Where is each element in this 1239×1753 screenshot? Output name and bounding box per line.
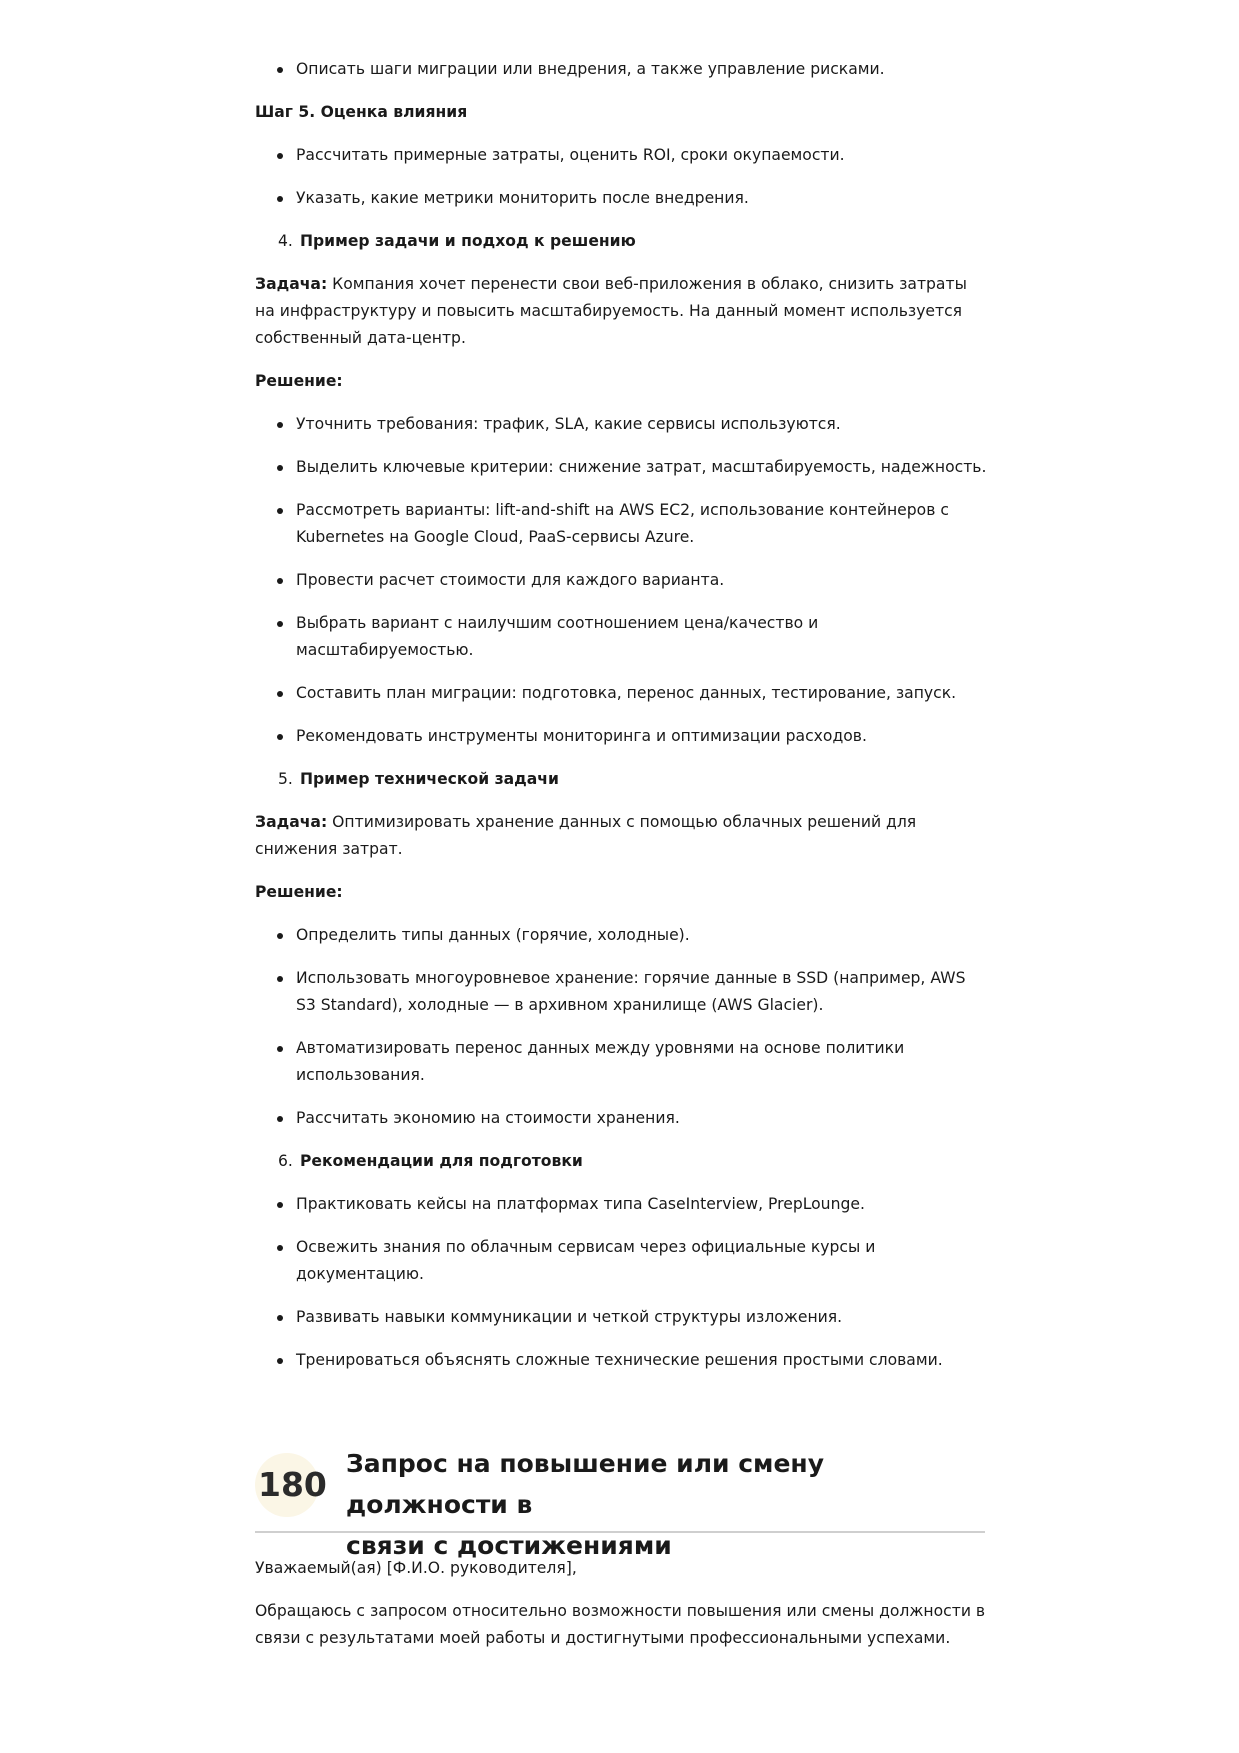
list-item: Рассчитать примерные затраты, оценить ROI, сроки окупаемости.: [255, 142, 990, 169]
chapter-number-badge: 180: [255, 1453, 319, 1517]
section5-solution-label: Решение:: [255, 883, 343, 901]
list-item: Тренироваться объяснять сложные технические решения простыми словами.: [255, 1347, 990, 1374]
task-text: Оптимизировать хранение данных с помощью облачных решений для снижения затрат.: [255, 813, 917, 858]
section4-task: [255, 271, 990, 352]
section6-list: [255, 1191, 990, 1374]
list-item: Развивать навыки коммуникации и четкой структуры изложения.: [255, 1304, 990, 1331]
section4-title: Пример задачи и подход к решению: [299, 232, 636, 250]
task-label: Задача:: [255, 813, 328, 831]
letter-intro: Обращаюсь с запросом относительно возможности повышения или смены должности в связи с результатами моей работы и достигнутыми профессиональными успехами.: [255, 1602, 986, 1647]
section4-solution-label: Решение:: [255, 372, 343, 390]
section4-number: 4.: [278, 232, 293, 250]
list-item: Использовать многоуровневое хранение: горячие данные в SSD (например, AWS S3 Standard), холодные — в архивном хранилище (AWS Glacier).: [255, 965, 990, 1019]
list-item: Рассчитать экономию на стоимости хранения.: [255, 1105, 990, 1132]
chapter-title: [346, 1443, 966, 1566]
list-item: Выбрать вариант с наилучшим соотношением цена/качество и масштабируемостью.: [255, 610, 990, 664]
section5-task: [255, 809, 990, 863]
section4-heading: [255, 228, 990, 255]
chapter-heading: [255, 1443, 985, 1560]
task-label: Задача:: [255, 275, 328, 293]
list-item: Автоматизировать перенос данных между уровнями на основе политики использования.: [255, 1035, 990, 1089]
chapter-title-line2: связи с достижениями: [346, 1531, 672, 1560]
list-item: Указать, какие метрики мониторить после внедрения.: [255, 185, 990, 212]
task-text: Компания хочет перенести свои веб-приложения в облако, снизить затраты на инфраструктуру и повысить масштабируемость. На данный момент используется собственный дата-центр.: [255, 275, 967, 347]
section5-heading: [255, 766, 990, 793]
list-item: Практиковать кейсы на платформах типа CaseInterview, PrepLounge.: [255, 1191, 990, 1218]
section6-number: 6.: [278, 1152, 293, 1170]
list-item: Рекомендовать инструменты мониторинга и оптимизации расходов.: [255, 723, 990, 750]
letter-body: [255, 1555, 990, 1668]
section5-title: Пример технической задачи: [299, 770, 559, 788]
content-column: [255, 56, 990, 1390]
step5-list: [255, 142, 990, 212]
list-item: Составить план миграции: подготовка, перенос данных, тестирование, запуск.: [255, 680, 990, 707]
list-item: Выделить ключевые критерии: снижение затрат, масштабируемость, надежность.: [255, 454, 990, 481]
list-item: Уточнить требования: трафик, SLA, какие сервисы используются.: [255, 411, 990, 438]
list-item: Освежить знания по облачным сервисам через официальные курсы и документацию.: [255, 1234, 990, 1288]
list-item: Провести расчет стоимости для каждого варианта.: [255, 567, 990, 594]
step5-title: Шаг 5. Оценка влияния: [255, 103, 468, 121]
letter-greeting: Уважаемый(ая) [Ф.И.О. руководителя],: [255, 1559, 577, 1577]
section6-heading: [255, 1148, 990, 1175]
section5-list: [255, 922, 990, 1132]
section5-number: 5.: [278, 770, 293, 788]
list-item: Определить типы данных (горячие, холодные).: [255, 922, 990, 949]
section6-title: Рекомендации для подготовки: [299, 1152, 583, 1170]
chapter-title-line1: Запрос на повышение или смену должности в: [346, 1449, 825, 1519]
list-item: Описать шаги миграции или внедрения, а также управление рисками.: [255, 56, 990, 83]
list-item: Рассмотреть варианты: lift-and-shift на AWS EC2, использование контейнеров с Kubernetes на Google Cloud, PaaS-сервисы Azure.: [255, 497, 990, 551]
section4-list: [255, 411, 990, 750]
bullet-list: [255, 56, 990, 83]
